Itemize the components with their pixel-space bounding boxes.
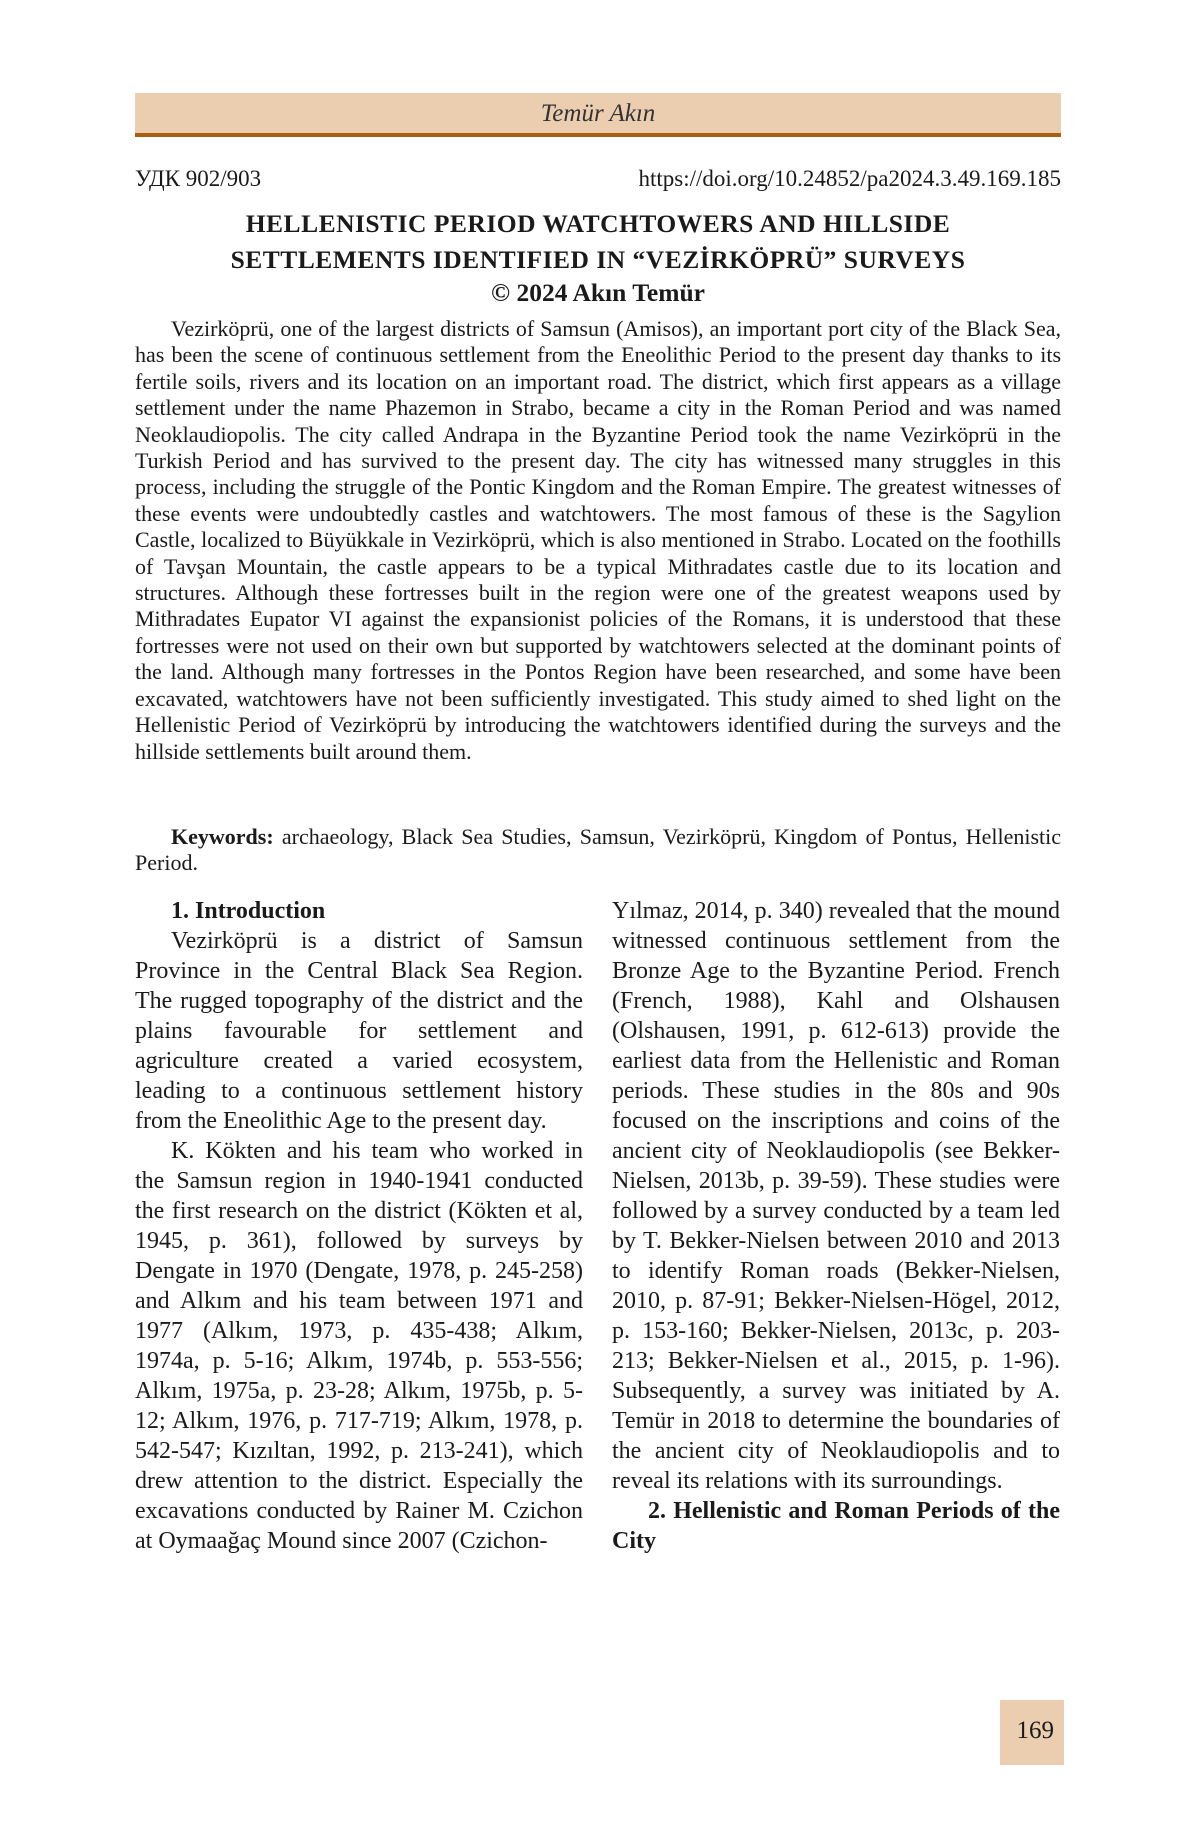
column-right (612, 896, 1060, 1556)
keywords-label: Keywords: (171, 824, 274, 849)
paragraph: K. Kökten and his team who worked in the Samsun region in 1940-1941 conducted the first research on the district (Kökten et al, 1945, p. 361), followed by surveys by Dengate in 1970 (Dengate, 1978, p. 245-258) and Alkım and his team between 1971 and 1977 (Alkım, 1973, p. 435-438; Alkım, 1974a, p. 5-16; Alkım, 1974b, p. 553-556; Alkım, 1975a, p. 23-28; Alkım, 1975b, p. 5-12; Alkım, 1976, p. 717-719; Alkım, 1978, p. 542-547; Kızıltan, 1992, p. 213-241), which drew attention to the district. Especially the excavations conducted by Rainer M. Czichon at Oymaağaç Mound since 2007 (Czichon- (135, 1136, 583, 1556)
paragraph: Vezirköprü is a district of Samsun Province in the Central Black Sea Region. The rugged topography of the district and the plains favourable for settlement and agriculture created a varied ecosystem, leading to a continuous settlement history from the Eneolithic Age to the present day. (135, 926, 583, 1136)
title-line-1: HELLENISTIC PERIOD WATCHTOWERS AND HILLSIDE (135, 206, 1061, 242)
page-number: 169 (1000, 1700, 1064, 1765)
udk-code: УДК 902/903 (135, 166, 261, 192)
abstract: Vezirköprü, one of the largest districts of Samsun (Amisos), an important port city of the Black Sea, has been the scene of continuous settlement from the Eneolithic Period to the present day thanks to its fertile soils, rivers and its location on an important road. The district, which first appears as a village settlement under the name Phazemon in Strabo, became a city in the Roman Period and was named Neoklaudiopolis. The city called Andrapa in the Byzantine Period took the name Vezirköprü in the Turkish Period and has survived to the present day. The city has witnessed many struggles in this process, including the struggle of the Pontic Kingdom and the Roman Empire. The greatest witnesses of these events were undoubtedly castles and watchtowers. The most famous of these is the Sagylion Castle, localized to Büyükkale in Vezirköprü, which is also mentioned in Strabo. Located on the foothills of Tavşan Mountain, the castle appears to be a typical Mithradates castle due to its location and structures. Although these fortresses built in the region were one of the greatest weapons used by Mithradates Eupator VI against the expansionist policies of the Romans, it is understood that these fortresses were not used on their own but supported by watchtowers selected at the dominant points of the land. Although many fortresses in the Pontos Region have been researched, and some have been excavated, watchtowers have not been sufficiently investigated. This study aimed to shed light on the Hellenistic Period of Vezirköprü by introducing the watchtowers identified during the surveys and the hillside settlements built around them. (135, 316, 1061, 765)
column-left (135, 896, 583, 1556)
article-title (135, 206, 1061, 278)
page (0, 0, 1200, 1844)
paragraph: Yılmaz, 2014, p. 340) revealed that the mound witnessed continuous settlement from the Bronze Age to the Byzantine Period. French (French, 1988), Kahl and Olshausen (Olshausen, 1991, p. 612-613) provide the earliest data from the Hellenistic and Roman periods. These studies in the 80s and 90s focused on the inscriptions and coins of the ancient city of Neoklaudiopolis (see Bekker-Nielsen, 2013b, p. 39-59). These studies were followed by a survey conducted by a team led by T. Bekker-Nielsen between 2010 and 2013 to identify Roman roads (Bekker-Nielsen, 2010, p. 87-91; Bekker-Nielsen-Högel, 2012, p. 153-160; Bekker-Nielsen, 2013c, p. 203-213; Bekker-Nielsen et al., 2015, p. 1-96). Subsequently, a survey was initiated by A. Temür in 2018 to determine the boundaries of the ancient city of Neoklaudiopolis and to reveal its relations with its surroundings. (612, 896, 1060, 1496)
running-header: Temür Akın (135, 93, 1061, 137)
author-line: © 2024 Akın Temür (135, 278, 1061, 308)
keywords (135, 824, 1061, 877)
section-heading-hellenistic-roman: 2. Hellenistic and Roman Periods of the City (612, 1496, 1060, 1556)
doi-link[interactable]: https://doi.org/10.24852/pa2024.3.49.169.185 (638, 166, 1061, 192)
title-line-2: SETTLEMENTS IDENTIFIED IN “VEZİRKÖPRÜ” SURVEYS (135, 242, 1061, 278)
keywords-text: archaeology, Black Sea Studies, Samsun, Vezirköprü, Kingdom of Pontus, Hellenistic Period. (135, 824, 1061, 875)
article-meta (135, 166, 1061, 192)
section-heading-introduction: 1. Introduction (135, 896, 583, 926)
